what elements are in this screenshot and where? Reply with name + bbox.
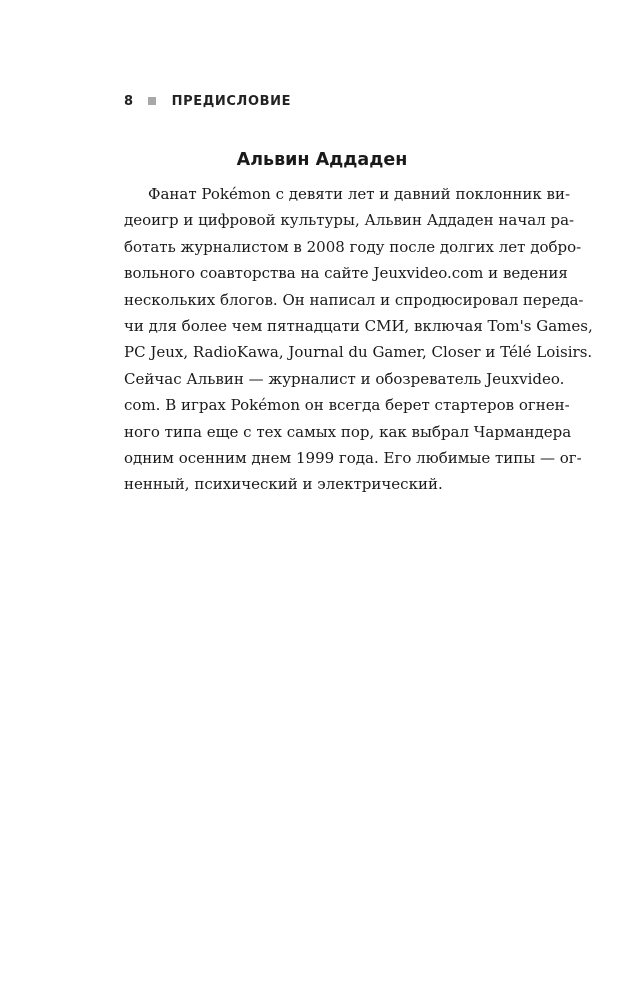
bio-line: ненный, психический и электрический. bbox=[124, 475, 443, 494]
page-number: 8 bbox=[124, 93, 134, 109]
bio-line: ботать журналистом в 2008 году после долгих лет добро- bbox=[124, 237, 582, 256]
bio-line: Сейчас Альвин — журналист и обозреватель Jeuxvideo. bbox=[124, 369, 565, 388]
author-name-heading: Альвин Аддаден bbox=[236, 150, 408, 170]
bio-line: нескольких блогов. Он написал и спродюсировал переда- bbox=[124, 290, 584, 309]
bio-line: PC Jeux, RadioKawa, Journal du Gamer, Closer и Télé Loisirs. bbox=[124, 343, 593, 362]
running-head bbox=[124, 90, 291, 112]
bio-line: вольного соавторства на сайте Jeuxvideo.com и ведения bbox=[124, 264, 568, 283]
bio-line: ного типа еще с тех самых пор, как выбрал Чармандера bbox=[124, 422, 572, 441]
bio-line: чи для более чем пятнадцати СМИ, включая Tom's Games, bbox=[124, 317, 593, 336]
running-head-section: ПРЕДИСЛОВИЕ bbox=[171, 93, 292, 109]
square-separator-icon bbox=[148, 97, 156, 105]
bio-line: com. В играх Pokémon он всегда берет стартеров огнен- bbox=[124, 396, 570, 415]
bio-line: Фанат Pokémon с девяти лет и давний поклонник ви- bbox=[148, 185, 571, 203]
author-bio-paragraph bbox=[124, 181, 593, 498]
bio-line: одним осенним днем 1999 года. Его любимые типы — ог- bbox=[124, 449, 582, 468]
bio-line: деоигр и цифровой культуры, Альвин Аддаден начал ра- bbox=[124, 211, 575, 230]
